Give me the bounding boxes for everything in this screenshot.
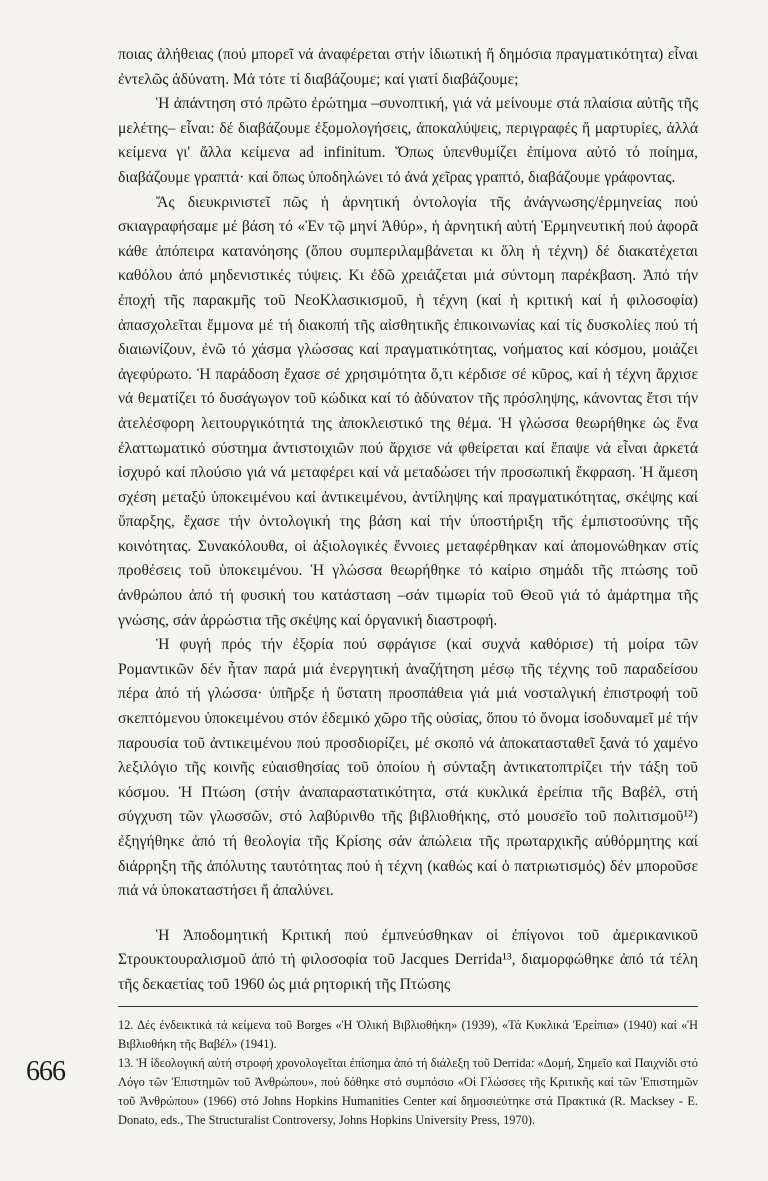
paragraph: Ἡ φυγή πρός τήν ἐξορία πού σφράγισε (καί συχνά καθόρισε) τή μοίρα τῶν Ρομαντικῶν δέν ἦταν παρά μιά ἐνεργητική ἀναζήτηση μέσῳ τῆς τέχνης τοῦ παραδείσου πέρα ἀπό τή γλώσσα· ὑπῆρξε ἡ ὕστατη προσπάθεια γιά μιά νοσταλγική ἐπιστροφή τοῦ σκεπτόμενου ὑποκειμένου στόν ἐδεμικό χῶρο τῆς οὐσίας, ὅπου τό ὄνομα ἰσοδυναμεῖ μέ τήν παρουσία τοῦ ἀντικειμένου πού προσδιορίζει, μέ σκοπό νά ἀποκατασταθεῖ ξανά τό χαμένο λεξιλόγιο τῆς κοινῆς εὐαισθησίας τοῦ ὁποίου ἡ σύνταξη ἀντικατοπτρίζει τήν τάξη τοῦ κόσμου. Ἡ Πτώση (στήν ἀναπαραστατικότητα, στά κυκλικά ἐρείπια τῆς Βαβέλ, στή σύγχυση τῶν γλωσσῶν, στό λαβύρινθο τῆς βιβλιοθήκης, στό μουσεῖο τοῦ πολιτισμοῦ¹²) ἐξηγήθηκε ἀπό τή θεολογία τῆς Κρίσης σάν ἀπώλεια τῆς πρωταρχικῆς αὐθόρμητης καί διάρρηξη τῆς ἀπόλυτης ταυτότητας πού ἡ τέχνη (καθώς καί ὁ πατριωτισμός) δέν μποροῦσε πιά νά ὑποκαταστήσει ἤ ἀπαλύνει. — [118, 636, 698, 900]
paragraph: Ἡ Ἀποδομητική Κριτική πού ἐμπνεύσθηκαν οἱ ἐπίγονοι τοῦ ἀμερικανικοῦ Στρουκτουραλισμοῦ ἀπό τή φιλοσοφία τοῦ Jacques Derrida¹³, διαμορφώθηκε ἀπό τά τέλη τῆς δεκαετίας τοῦ 1960 ὡς μιά ρητορική τῆς Πτώσης — [118, 926, 698, 993]
footnote-13: 13. Ἡ ἰδεολογική αὐτή στροφή χρονολογεῖται ἐπίσημα ἀπό τή διάλεξη τοῦ Derrida: «Δομή, Σημεῖο καί Παιχνίδι στό Λόγο τῶν Ἐπιστημῶν τοῦ Ἀνθρώπου», πού δόθηκε στό συμπόσιο «Οἱ Γλώσσες τῆς Κριτικῆς καί τῶν Ἐπιστημῶν τοῦ Ἀνθρώπου» (1966) στό Johns Hopkins Humanities Center καί δημοσιεύτηκε στά Πρακτικά (R. Macksey - E. Donato, eds., The Structuralist Controversy, Johns Hopkins University Press, 1970). — [118, 1056, 698, 1127]
footnotes — [118, 1016, 698, 1130]
paragraph: Ἄς διευκρινιστεῖ πῶς ἡ ἀρνητική ὀντολογία τῆς ἀνάγνωσης/ἑρμηνείας πού σκιαγραφήσαμε μέ βάση τό «Ἐν τῷ μηνί Ἀθύρ», ἡ ἀρνητική αὐτή Ἑρμηνευτική πού ἀφορᾶ κάθε ἀπόπειρα κατανόησης (ὅπου συμπεριλαμβάνεται κι ὅλη ἡ τέχνη) δέ διακατέχεται καθόλου ἀπό μηδενιστικές τύψεις. Κι ἐδῶ χρειάζεται μιά σύντομη παρέκβαση. Ἀπό τήν ἐποχή τῆς παρακμῆς τοῦ ΝεοΚλασικισμοῦ, ἡ τέχνη (καί ἡ κριτική καί ἡ φιλοσοφία) ἀπασχολεῖται ἔμμονα μέ τή διακοπή τῆς αἰσθητικῆς ἐπικοινωνίας καί τίς δυσκολίες πού τή διαιωνίζουν, ἐνῶ τό χάσμα γλώσσας καί πραγματικότητας, νοήματος καί κόσμου, μοιάζει ἀγεφύρωτο. Ἡ παράδοση ἔχασε σέ χρησιμότητα ὅ,τι κέρδισε σέ κῦρος, καί ἡ τέχνη ἄρχισε νά θεματίζει τό δυσάγωγον τοῦ κώδικα καί τό ἀδύνατον τῆς πρόσληψης, κάνοντας ἔτσι τήν ἀτελέσφορη λειτουργικότητά της ἀποκλειστικό της θέμα. Ἡ γλώσσα θεωρήθηκε ὡς ἕνα ἐλαττωματικό σύστημα ἀντιστοιχιῶν πού ἄρχισε νά φθείρεται καί ἔπαψε νά εἶναι ἀρκετά ἰσχυρό καί πλούσιο γιά νά μεταφέρει καί νά μεταδώσει τήν προσωπική ἔκφραση. Ἡ ἄμεση σχέση μεταξύ ὑποκειμένου καί ἀντικειμένου, ἀντίληψης καί πραγματικότητας, σκέψης καί ὕπαρξης, ἔχασε τήν ὀντολογική της βάση καί τήν ὑποστήριξη τῆς ἐμπιστοσύνης τῆς κοινότητας. Συνακόλουθα, οἱ ἀξιολογικές ἔννοιες μεταφέρθηκαν καί ἀπομονώθηκαν στίς προθέσεις τοῦ ὑποκειμένου. Ἡ γλώσσα θεωρήθηκε τό καίριο σημάδι τῆς πτώσης τοῦ ἀνθρώπου ἀπό τή φυσική του κατάσταση –σάν τιμωρία τοῦ Θεοῦ γιά τό ἁμάρτημα τῆς γνώσης, σάν ἀρρώστια τῆς σκέψης καί ὀργανική διαστροφή. — [118, 193, 698, 629]
body-text — [118, 43, 698, 998]
page-number: 666 — [26, 1056, 65, 1087]
paragraph: Ἡ ἀπάντηση στό πρῶτο ἐρώτημα –συνοπτική, γιά νά μείνουμε στά πλαίσια αὐτῆς τῆς μελέτης– εἶναι: δέ διαβάζουμε ἐξομολογήσεις, ἀποκαλύψεις, περιγραφές ἤ μαρτυρίες, ἀλλά κείμενα γι' ἄλλα κείμενα ad infinitum. Ὅπως ὑπενθυμίζει ἐπίμονα αὐτό τό ποίημα, διαβάζουμε γραπτά· καί ὅπως ὑποδηλώνει τό ἀνά χεῖρας γραπτό, διαβάζουμε γράφοντας. — [118, 95, 698, 186]
footnote-12: 12. Δές ἐνδεικτικά τά κείμενα τοῦ Borges «Ἡ Ὁλική Βιβλιοθήκη» (1939), «Τά Κυκλικά Ἐρείπια» (1940) καί «Ἡ Βιβλιοθήκη τῆς Βαβέλ» (1941). — [118, 1018, 698, 1051]
footnote-divider — [118, 1006, 698, 1007]
paragraph: ποιας ἀλήθειας (πού μπορεῖ νά ἀναφέρεται στήν ἰδιωτική ἤ δημόσια πραγματικότητα) εἶναι ἐντελῶς ἀδύνατη. Μά τότε τί διαβάζουμε; καί γιατί διαβάζουμε; — [118, 46, 698, 88]
